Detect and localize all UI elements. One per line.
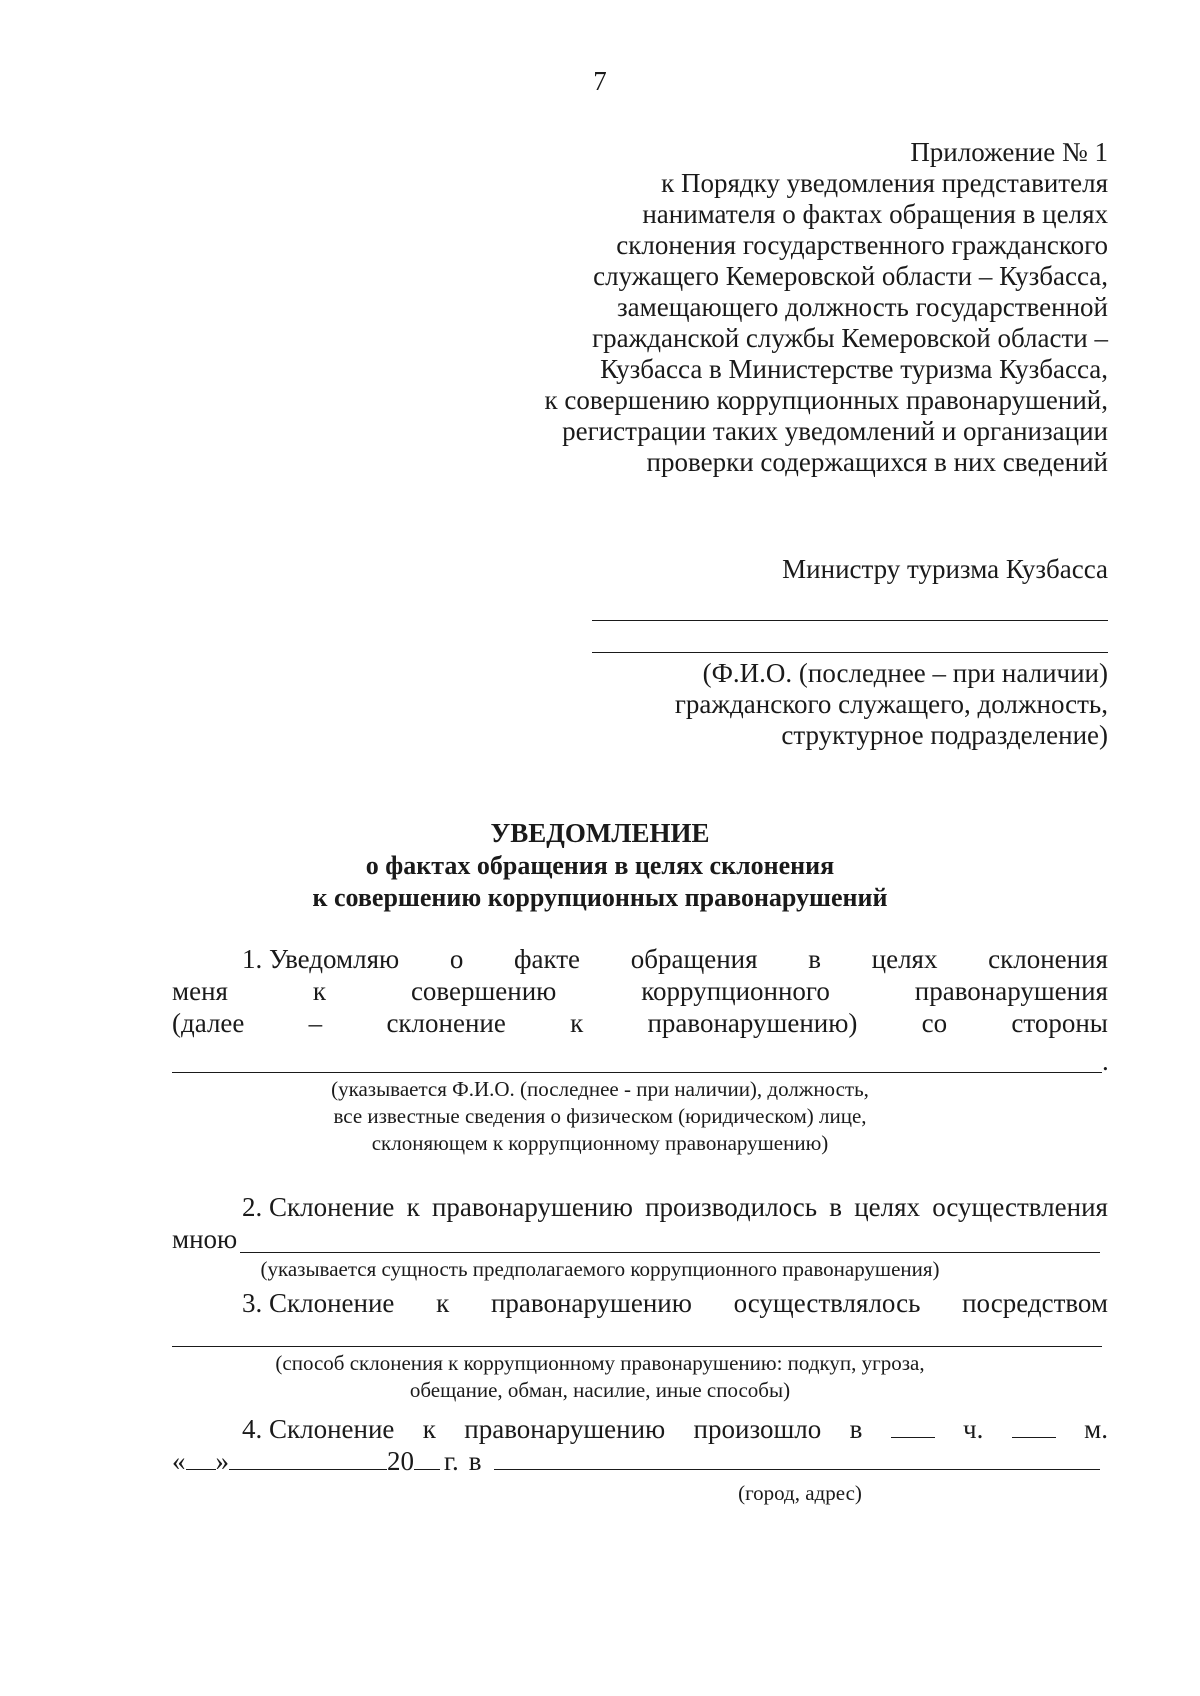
annex-line: нанимателя о фактах обращения в целях xyxy=(642,199,1108,229)
item4-line2: « » 20 г. в xyxy=(172,1446,1100,1477)
hint-line: (указывается Ф.И.О. (последнее - при наличии), должность, xyxy=(331,1077,869,1101)
hint-line: (способ склонения к коррупционному правонарушению: подкуп, угроза, xyxy=(275,1351,925,1375)
page-number: 7 xyxy=(593,66,607,96)
annex-line: регистрации таких уведомлений и организации xyxy=(562,416,1108,446)
hint-line: (Ф.И.О. (последнее – при наличии) xyxy=(702,658,1108,688)
annex-header xyxy=(545,137,1109,478)
annex-line: к совершению коррупционных правонарушений, xyxy=(544,385,1108,415)
hint-line: структурное подразделение) xyxy=(781,720,1108,750)
item1-line1: 1. Уведомляю о факте обращения в целях склонения xyxy=(242,944,1108,974)
item1-fill-line[interactable] xyxy=(172,1072,1102,1073)
item4-hint: (город, адрес) xyxy=(738,1481,862,1505)
item1-hint xyxy=(0,1076,1200,1157)
document-subtitle: к совершению коррупционных правонарушений xyxy=(312,883,888,912)
item1-line3: (далее – склонение к правонарушению) со стороны xyxy=(172,1008,1108,1038)
item3-fill-line[interactable] xyxy=(172,1346,1102,1347)
document-title: УВЕДОМЛЕНИЕ xyxy=(490,818,710,848)
hint-line: гражданского служащего, должность, xyxy=(674,689,1108,719)
addressee-minister: Министру туризма Кузбасса xyxy=(782,554,1108,584)
item1-end-dot: . xyxy=(1102,1046,1109,1076)
item3-hint xyxy=(0,1350,1200,1404)
item3-line1: 3. Склонение к правонарушению осуществлялось посредством xyxy=(242,1288,1108,1318)
annex-line: к Порядку уведомления представителя xyxy=(661,168,1108,198)
annex-line: гражданской службы Кемеровской области – xyxy=(592,323,1108,353)
addressee-hint xyxy=(675,658,1108,751)
addressee-blank-line[interactable] xyxy=(592,652,1108,653)
item2-fill-line[interactable] xyxy=(240,1252,1100,1253)
annex-line: проверки содержащихся в них сведений xyxy=(646,447,1108,477)
hour-field[interactable] xyxy=(891,1415,935,1438)
minute-field[interactable] xyxy=(1012,1415,1056,1438)
item2-line1: 2. Склонение к правонарушению производилось в целях осуществления xyxy=(242,1192,1108,1222)
annex-line: Кузбасса в Министерстве туризма Кузбасса, xyxy=(600,354,1108,384)
hint-line: склоняющем к коррупционному правонарушению) xyxy=(371,1131,829,1155)
annex-line: замещающего должность государственной xyxy=(617,292,1108,322)
item2-prefix: мною xyxy=(172,1224,238,1254)
document-subtitle: о фактах обращения в целях склонения xyxy=(365,851,835,880)
place-field[interactable] xyxy=(494,1447,1100,1470)
item4-line1: 4. Склонение к правонарушению произошло в ч. м. xyxy=(242,1414,1108,1444)
hint-line: все известные сведения о физическом (юридическом) лице, xyxy=(333,1104,867,1128)
annex-line: склонения государственного гражданского xyxy=(616,230,1108,260)
annex-line: Приложение № 1 xyxy=(910,137,1108,167)
addressee-blank-line[interactable] xyxy=(592,620,1108,621)
month-field[interactable] xyxy=(229,1447,387,1470)
annex-line: служащего Кемеровской области – Кузбасса, xyxy=(593,261,1108,291)
hint-line: обещание, обман, насилие, иные способы) xyxy=(409,1378,791,1402)
item1-line2: меня к совершению коррупционного правонарушения xyxy=(172,976,1108,1006)
year-field[interactable] xyxy=(414,1447,440,1470)
day-field[interactable] xyxy=(186,1447,216,1470)
item2-hint: (указывается сущность предполагаемого коррупционного правонарушения) xyxy=(260,1257,940,1281)
